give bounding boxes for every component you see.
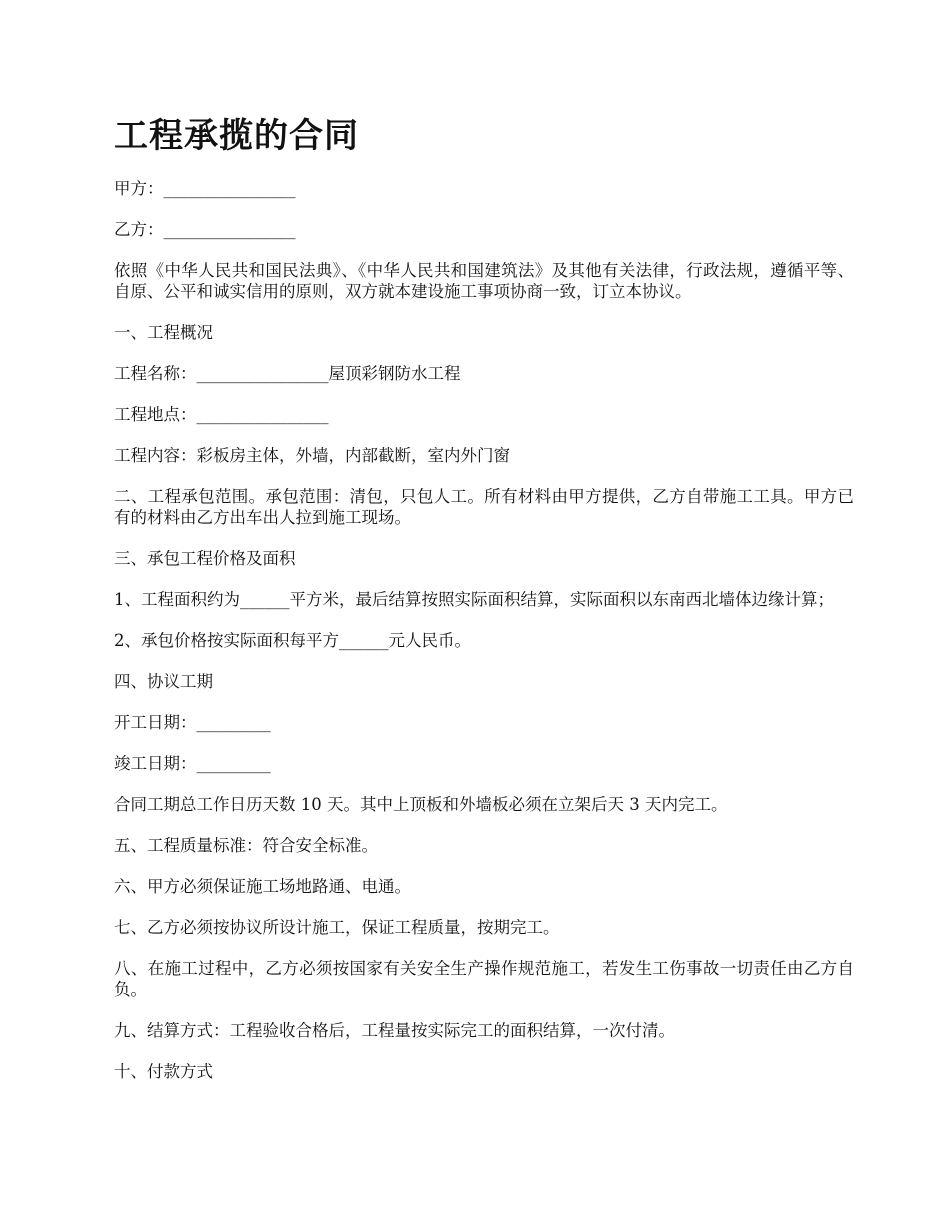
section-9-paragraph: 九、结算方式：工程验收合格后，工程量按实际完工的面积结算，一次付清。 — [114, 1021, 675, 1040]
project-name-line: 工程名称：________________屋顶彩钢防水工程 — [114, 364, 461, 383]
section-heading-10: 十、付款方式 — [114, 1062, 213, 1081]
section-heading-4: 四、协议工期 — [114, 672, 213, 691]
section-5-paragraph: 五、工程质量标准：符合安全标准。 — [114, 836, 378, 855]
document-title: 工程承揽的合同 — [114, 116, 359, 156]
project-location-line: 工程地点：________________ — [114, 405, 329, 424]
duration-clause: 合同工期总工作日历天数 10 天。其中上顶板和外墙板必须在立架后天 3 天内完工。 — [114, 795, 728, 814]
section-7-paragraph: 七、乙方必须按协议所设计施工，保证工程质量，按期完工。 — [114, 918, 560, 937]
section-heading-1: 一、工程概况 — [114, 323, 213, 342]
section-6-paragraph: 六、甲方必须保证施工场地路通、电通。 — [114, 877, 411, 896]
section-2-paragraph: 二、工程承包范围。承包范围：清包，只包人工。所有材料由甲方提供，乙方自带施工工具。甲方已有的材料由乙方出车出人拉到施工现场。 — [114, 487, 854, 527]
start-date-line: 开工日期：_________ — [114, 713, 271, 732]
area-clause: 1、工程面积约为______平方米，最后结算按照实际面积结算，实际面积以东南西北墙体边缘计算； — [114, 590, 834, 609]
section-heading-3: 三、承包工程价格及面积 — [114, 549, 296, 568]
price-clause: 2、承包价格按实际面积每平方______元人民币。 — [114, 631, 471, 650]
party-b-line: 乙方：________________ — [114, 220, 296, 239]
project-content-line: 工程内容：彩板房主体，外墙，内部截断，室内外门窗 — [114, 446, 510, 465]
party-a-line: 甲方：________________ — [114, 179, 296, 198]
document-page — [114, 112, 854, 1102]
completion-date-line: 竣工日期：_________ — [114, 754, 271, 773]
preamble-paragraph: 依照《中华人民共和国民法典》、《中华人民共和国建筑法》及其他有关法律，行政法规，遵循平等、自原、公平和诚实信用的原则，双方就本建设施工事项协商一致，订立本协议。 — [114, 261, 854, 301]
section-8-paragraph: 八、在施工过程中，乙方必须按国家有关安全生产操作规范施工，若发生工伤事故一切责任由乙方自负。 — [114, 959, 854, 999]
